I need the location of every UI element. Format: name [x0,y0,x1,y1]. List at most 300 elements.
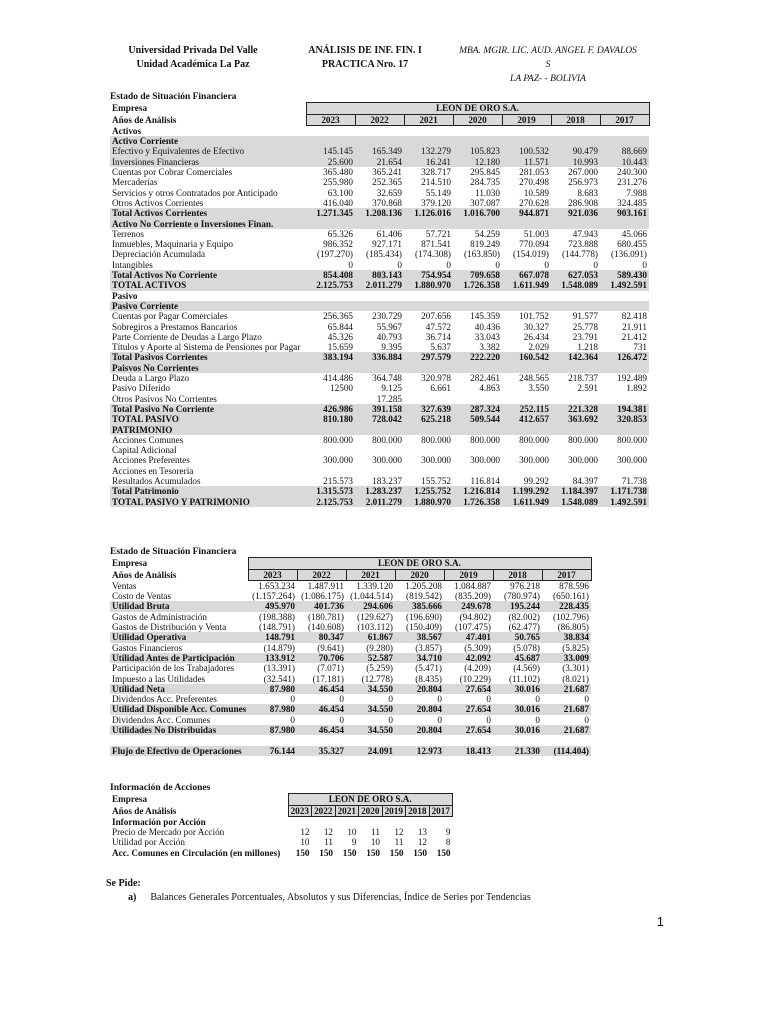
row-value: 21.687 [542,725,591,735]
empresa-label: Empresa [112,794,148,805]
table-row [110,612,591,622]
row-value: 160.542 [502,352,551,362]
row-value: 416.040 [323,197,353,208]
company-name: LEON DE ORO S.A. [288,794,453,805]
row-label: Activo No Corriente o Inversiones Finan. [110,219,306,229]
row-value: 256.973 [568,177,598,188]
row-label: Utilidad Antes de Participación [110,653,248,663]
row-value: (196.690) [406,611,442,622]
table-row [110,208,649,218]
row-value: 1.218 [577,342,598,353]
row-value [404,394,453,404]
row-label: Activos [112,125,142,136]
row-value: (198.388) [259,611,295,622]
row-value: 87.980 [248,704,297,714]
row-label: Total Pasivo No Corriente [110,404,306,414]
row-value: 270.628 [519,197,549,208]
row-label: Cuentas por Pagar Comerciales [112,311,228,322]
row-value [306,291,355,301]
row-value: 150 [319,847,333,858]
row-value: 100.532 [502,146,551,156]
table-row [110,198,649,208]
row-value: 47.401 [444,632,493,642]
row-value: 21.687 [542,704,591,714]
row-label: Dividendos Acc. Comunes [112,714,211,725]
row-value: (140.608) [308,622,344,633]
row-value: 20.804 [395,704,444,714]
row-value: 150 [413,847,427,858]
row-value: (136.091) [611,249,647,260]
row-value: 99.292 [523,475,549,486]
row-value: 2.011.279 [355,497,404,507]
balance-sheet-title: Estado de Situación Financiera [110,92,237,102]
table-row [110,663,591,673]
row-value: 4.863 [479,383,500,394]
row-value: (14.879) [263,642,295,653]
row-value: 1.611.949 [502,497,551,507]
row-value: 976.218 [510,580,540,591]
row-value [551,425,600,435]
table-row [110,270,649,280]
year-header: 2018 [406,805,430,816]
row-value: 33.043 [474,331,500,342]
row-value: (17.181) [312,673,344,684]
row-value: (5.471) [415,663,442,674]
row-value: 294.606 [346,601,395,611]
table-row [110,260,649,270]
row-value: 0 [495,259,500,270]
shares-title: Información de Acciones [110,783,211,793]
row-value: (819.542) [406,591,442,602]
row-label: Sobregiros a Prestamos Bancarios [112,321,238,332]
row-value: 3.550 [528,383,549,394]
income-statement-table [110,557,592,756]
row-value [335,816,359,827]
row-value [453,125,502,136]
row-value: (180.781) [308,611,344,622]
row-value: 87.980 [248,684,297,694]
row-value: 709.658 [453,270,502,280]
row-value [355,301,404,311]
course-name: ANÁLISIS DE INF. FIN. I [308,45,422,56]
row-value [306,363,355,373]
row-value [355,363,404,373]
row-value: 57.721 [425,228,451,239]
year-header: 2023 [306,114,355,125]
row-value: 363.692 [551,414,600,424]
company-row [110,794,453,805]
row-value: 145.145 [306,146,355,156]
year-header: 2019 [382,805,406,816]
row-label: Inmuebles, Maquinaria y Equipo [112,239,233,250]
row-value: 9 [445,827,451,838]
row-value [453,394,502,404]
row-label: Acc. Comunes en Circulación (en millones) [112,847,281,858]
row-value: (62.477) [508,622,540,633]
row-value: 52.587 [346,653,395,663]
row-label: Utilidad Operativa [110,632,248,642]
row-value: (10.229) [459,673,491,684]
table-row [110,622,591,632]
row-label: Costo de Ventas [112,591,172,602]
row-value: 17.285 [376,393,402,404]
row-label: Otros Activos Corrientes [112,197,204,208]
row-value: 0 [593,259,598,270]
row-value [502,466,551,476]
table-row [110,591,591,601]
row-value [453,136,502,146]
row-value [600,125,649,136]
row-value: 20.804 [395,684,444,694]
row-value [429,816,453,827]
shares-section [110,783,453,858]
row-value: 10.993 [551,157,600,167]
row-value: 11 [394,837,404,848]
row-value: 1.084.887 [454,580,491,591]
row-label: Capital Adicional [112,445,177,456]
row-value: 300.000 [617,455,647,466]
income-statement-section [110,547,592,756]
row-value [551,219,600,229]
row-value: 255.980 [323,177,353,188]
row-value: (94.802) [459,611,491,622]
row-value: (12.778) [361,673,393,684]
row-label: Acciones Preferentes [112,455,190,466]
row-value [404,445,453,455]
row-value [551,445,600,455]
row-value: 627.053 [551,270,600,280]
row-value: (5.078) [513,642,540,653]
row-value: (32.541) [263,673,295,684]
row-value: 1.126.016 [404,208,453,218]
row-value [306,125,355,136]
row-value: (5.309) [464,642,491,653]
table-row [110,601,591,611]
row-value: 61.406 [376,228,402,239]
row-label: TOTAL PASIVO [110,414,306,424]
row-value: 10.589 [523,187,549,198]
table-row [110,735,591,745]
row-value: 723.888 [568,239,598,250]
row-label: Utilidad Neta [110,684,248,694]
table-row [110,497,649,507]
row-value: 55.967 [376,321,402,332]
table-row [110,404,649,414]
row-label: Utilidad Disponible Acc. Comunes [112,704,247,715]
years-row [110,114,649,125]
row-value: 12.180 [453,157,502,167]
table-row [110,455,649,465]
row-value: 6.661 [430,383,451,394]
row-value: 0 [535,694,540,705]
table-row [110,425,649,435]
row-value [306,219,355,229]
row-value: 770.094 [519,239,549,250]
table-row [110,580,591,591]
header-right [458,44,638,86]
row-value: 11 [324,837,333,848]
row-value: 26.434 [523,331,549,342]
row-value: 0 [348,259,353,270]
row-value [297,735,346,745]
row-value: 249.678 [444,601,493,611]
row-value: 40.436 [474,321,500,332]
row-value: 87.980 [248,725,297,735]
row-value [404,301,453,311]
row-value: 11.030 [475,187,500,198]
row-value: 27.654 [444,684,493,694]
row-value [600,394,649,404]
row-value [551,291,600,301]
row-value: 91.577 [572,311,598,322]
row-value: 101.752 [519,311,549,322]
row-value [404,466,453,476]
row-label: Dividendos Acc. Preferentes [112,694,217,705]
table-row [110,746,591,756]
row-value: 1.653.234 [258,580,295,591]
row-value [551,301,600,311]
years-label: Años de Análisis [112,114,177,125]
row-value: 728.042 [355,414,404,424]
table-row [110,383,649,393]
row-value: 256.365 [323,311,353,322]
row-value [502,394,551,404]
row-value [453,219,502,229]
row-value: 2.125.753 [306,280,355,290]
row-value: (7.071) [317,663,344,674]
row-value: 300.000 [568,455,598,466]
years-label: Años de Análisis [112,569,177,580]
table-row [110,280,649,290]
row-value: 495.970 [248,601,297,611]
row-value: 45.066 [621,228,647,239]
row-value [551,136,600,146]
table-row [110,291,649,301]
year-header: 2019 [502,114,551,125]
row-value: 1.171.738 [600,486,649,496]
row-label: TOTAL ACTIVOS [110,280,306,290]
row-value: (107.475) [455,622,491,633]
year-header: 2017 [542,569,591,580]
table-row [110,146,649,156]
row-value: 307.087 [470,197,500,208]
row-value: 0 [290,694,295,705]
row-value: 9.125 [381,383,402,394]
row-value: 23.791 [572,331,598,342]
row-value: 800.000 [568,434,598,445]
row-value: 0 [544,259,549,270]
row-label: Cuentas por Cobrar Comerciales [112,167,233,178]
row-value: 0 [339,694,344,705]
row-label: Acciones Comunes [112,434,184,445]
row-value: 0 [388,714,393,725]
row-value: 1.880.970 [404,280,453,290]
row-label: Precio de Mercado por Acción [112,827,225,838]
row-value: 5.637 [430,342,451,353]
row-value: 46.454 [297,725,346,735]
row-value: 30.327 [523,321,549,332]
row-value [306,466,355,476]
year-header: 2021 [404,114,453,125]
row-value: 76.144 [248,746,297,756]
row-value: 281.053 [519,167,549,178]
row-value [502,136,551,146]
row-value: 1.016.700 [453,208,502,218]
row-value: 30.016 [493,684,542,694]
row-value: 412.657 [502,414,551,424]
row-label: Impuesto a las Utilidades [112,673,206,684]
row-label: Activo Corriente [110,136,306,146]
row-value: 2.029 [528,342,549,353]
row-value [382,816,406,827]
row-value [493,735,542,745]
row-label: Gastos de Distribución y Venta [112,622,227,633]
row-value: 2.125.753 [306,497,355,507]
campus-name: Unidad Académica La Paz [136,59,250,70]
row-value: 218.737 [568,373,598,384]
row-value: 12 [300,827,310,838]
task-label: Se Pide: [106,878,141,889]
row-value [600,136,649,146]
company-name: LEON DE ORO S.A. [306,103,649,114]
row-value: 12500 [330,383,353,394]
task-item-text: Balances Generales Porcentuales, Absolutos y sus Diferencias, Índice de Series por Tendencias [150,892,531,903]
row-value: 0 [437,694,442,705]
row-value [502,425,551,435]
row-value: (154.019) [513,249,549,260]
table-row [110,301,649,311]
table-row [110,239,649,249]
row-value: 18.413 [444,746,493,756]
row-value: 142.364 [551,352,600,362]
row-value [600,466,649,476]
row-value: 54.259 [474,228,500,239]
row-value [306,301,355,311]
row-value: (1.086.175) [301,591,344,602]
table-row [110,684,591,694]
row-value: 0 [486,694,491,705]
table-row [110,466,649,476]
row-value: 800.000 [617,434,647,445]
table-row [110,188,649,198]
row-label: Otros Pasivos No Corrientes [112,393,217,404]
income-statement-title: Estado de Situación Financiera [110,547,237,557]
row-value: 1.492.591 [600,280,649,290]
years-row [110,805,453,816]
row-value: 46.454 [297,684,346,694]
row-value: 35.327 [297,746,346,756]
row-value: 1.880.970 [404,497,453,507]
row-label: Acciones en Tesorería [112,465,194,476]
row-value: 379.120 [421,197,451,208]
row-value [600,445,649,455]
row-value: (3.857) [415,642,442,653]
row-value: 25.778 [572,321,598,332]
row-value: 21.412 [621,331,647,342]
row-value: 300.000 [421,455,451,466]
row-value: 32.659 [376,187,402,198]
row-value: 33.009 [542,653,591,663]
row-value: 11 [371,827,380,838]
row-value: (129.627) [357,611,393,622]
row-value: (148.791) [259,622,295,633]
row-value: 88.669 [600,146,649,156]
row-value: 2.591 [577,383,598,394]
row-value: 30.016 [493,704,542,714]
year-header: 2022 [297,569,346,580]
row-label: Depreciación Acumulada [112,249,206,260]
table-row [110,157,649,167]
row-value: 1.208.136 [355,208,404,218]
table-row [110,352,649,362]
row-value [355,291,404,301]
row-value: (5.825) [562,642,589,653]
row-label: Pasivo [112,290,138,301]
year-header: 2017 [429,805,453,816]
row-label: TOTAL PASIVO Y PATRIMONIO [110,497,306,507]
row-value: 42.092 [444,653,493,663]
row-value [502,291,551,301]
table-row [110,725,591,735]
row-label: Parte Corriente de Deudas a Largo Plazo [112,331,262,342]
row-value [306,136,355,146]
company-row [110,103,649,114]
table-row [110,322,649,332]
table-row [110,435,649,445]
row-label: Utilidades No Distribuidas [110,725,248,735]
row-value: 195.244 [493,601,542,611]
row-value: 192.489 [617,373,647,384]
row-label: Inversiones Financieras [110,157,306,167]
row-value: 183.237 [372,475,402,486]
row-value: 320.853 [600,414,649,424]
row-value: 80.347 [297,632,346,642]
row-value: (86.805) [557,622,589,633]
row-value: 0 [388,694,393,705]
row-value: 297.579 [404,352,453,362]
row-label: Flujo de Efectivo de Operaciones [110,746,248,756]
table-row [110,694,591,704]
years-label: Años de Análisis [112,805,177,816]
row-value: 0 [642,259,647,270]
row-value: 150 [389,847,404,858]
row-value: 12.973 [395,746,444,756]
row-value: 385.666 [395,601,444,611]
row-value: 70.706 [297,653,346,663]
row-value: 222.220 [453,352,502,362]
table-row [110,715,591,725]
row-value [355,136,404,146]
row-value: 3.382 [479,342,500,353]
table-row [110,219,649,229]
row-value: 45.326 [327,331,353,342]
row-value: (1.157.264) [252,591,295,602]
row-label: Total Pasivos Corrientes [110,352,306,362]
row-value: 230.729 [372,311,402,322]
row-value [404,136,453,146]
row-value: 8.683 [577,187,598,198]
row-label: PATRIMONIO [110,425,306,435]
row-value: 667.078 [502,270,551,280]
row-value: 150 [342,847,357,858]
header-center [300,44,430,72]
row-value: 871.541 [421,239,451,250]
year-header: 2021 [335,805,359,816]
row-value: 324.485 [617,197,647,208]
row-value: 21.330 [493,746,542,756]
row-value: 71.738 [621,475,647,486]
row-value: (9.280) [366,642,393,653]
